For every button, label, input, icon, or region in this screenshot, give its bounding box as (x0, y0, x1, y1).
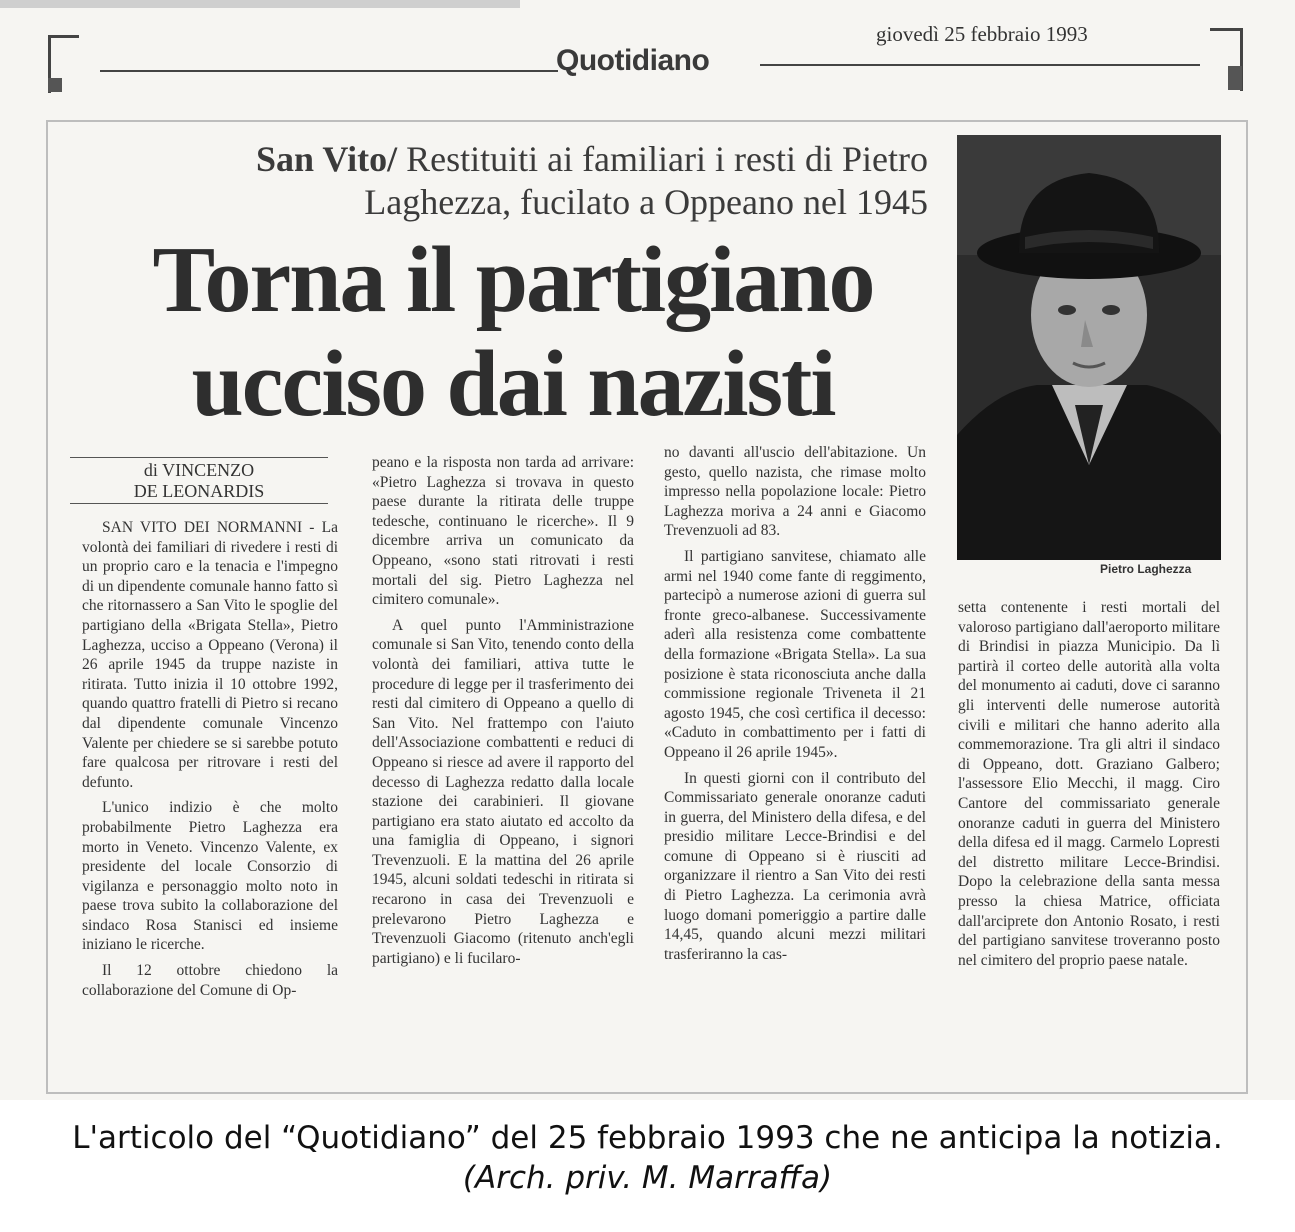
paragraph: peano e la risposta non tarda ad arrivare: «Pietro Laghezza si trovava in questo paese durante la ritirata delle truppe tedesche, continuano le ricerche». Il 9 dicembre arriva un comunicato da Oppeano, «sono stati ritrovati i resti mortali del sig. Pietro Laghezza nel cimitero comunale». (372, 454, 634, 609)
article-kicker (128, 138, 928, 224)
scan-edge (0, 0, 520, 8)
headline-line-1: Torna il partigiano (152, 228, 874, 332)
article-column-4 (958, 598, 1220, 976)
registration-mark-left (48, 78, 62, 92)
figure-caption (0, 1118, 1295, 1198)
byline-line-2: DE LEONARDIS (133, 481, 265, 501)
newspaper-masthead: Quotidiano (556, 44, 710, 77)
paragraph: SAN VITO DEI NORMANNI - La volontà dei familiari di rivedere i resti di un proprio caro e la tenacia e l'impegno di un dipendente comunale hanno fatto sì che ritornassero a San Vito le spoglie del partigiano della «Brigata Stella», Pietro Laghezza, ucciso a Oppeano (Verona) il 26 aprile 1945 da truppe naziste in ritirata. Tutto inizia il 10 ottobre 1992, quando quattro fratelli di Pietro si recano dal dipendente comunale Vincenzo Valente per chiedere se si sarebbe potuto fare qualcosa per ritrovare i resti del defunto. (82, 519, 338, 791)
paragraph: Il partigiano sanvitese, chiamato alle armi nel 1940 come fante di reggimento, partecipò a numerose azioni di guerra sul fronte greco-albanese. Successivamente aderì alla resistenza come combattente della formazione «Brigata Stella». La sua posizione è stata riconosciuta anche dalla commissione regionale Triveneta il 21 agosto 1945, che così certifica il decesso: «Caduto in combattimento per i fatti di Oppeano il 26 aprile 1945». (664, 547, 926, 761)
portrait-illustration (957, 135, 1221, 560)
portrait-photo (957, 135, 1221, 560)
paragraph: no davanti all'uscio dell'abitazione. Un gesto, quello nazista, che rimase molto impresso nella popolazione locale: Pietro Laghezza moriva a 24 anni e Giacomo Trevenzuoli ad 83. (664, 444, 926, 540)
caption-line-1: L'articolo del “Quotidiano” del 25 febbraio 1993 che ne anticipa la notizia. (72, 1120, 1223, 1156)
byline-rule-bottom (70, 503, 328, 504)
kicker-place: San Vito/ (256, 139, 398, 179)
kicker-line-2: Laghezza, fucilato a Oppeano nel 1945 (364, 182, 928, 222)
masthead-rule-left (100, 70, 558, 72)
kicker-line-1: Restituiti ai familiari i resti di Pietro (406, 139, 928, 179)
article-column-3 (664, 443, 926, 970)
headline-line-2: ucciso dai nazisti (191, 332, 835, 436)
paragraph: L'unico indizio è che molto probabilmente Pietro Laghezza era morto in Veneto. Vincenzo Valente, ex presidente del locale Consorzio di vigilanza e personaggio molto noto in paese trova subito la collaborazione del sindaco Rosa Stanisci ed insieme iniziano le ricerche. (82, 799, 338, 954)
newspaper-date: giovedì 25 febbraio 1993 (876, 22, 1088, 46)
photo-caption: Pietro Laghezza (1100, 562, 1192, 576)
paragraph: In questi giorni con il contributo del Commissariato generale onoranze caduti in guerra, del Ministero della difesa, e del presidio militare Lecce-Brindisi e del comune di Oppeano si è riusciti ad organizzare il rientro a San Vito dei resti di Pietro Laghezza. La cerimonia avrà luogo domani pomeriggio a partire dalle 14,45, quando alcuni mezzi militari trasferiranno la cas- (664, 769, 926, 963)
article-column-2 (372, 453, 634, 974)
article-column-1 (82, 518, 338, 1006)
masthead-rule-right (760, 64, 1200, 66)
byline-rule-top (70, 457, 328, 458)
caption-credit: (Arch. priv. M. Marraffa) (462, 1160, 833, 1196)
paragraph: Il 12 ottobre chiedono la collaborazione del Comune di Op- (82, 962, 338, 999)
article-byline (70, 460, 328, 502)
paragraph: setta contenente i resti mortali del valoroso partigiano dall'aeroporto militare di Brindisi in piazza Municipio. Da lì partirà il corteo delle autorità alla volta del monumento ai caduti, dove ci saranno gli interventi delle numerose autorità civili e militari che hanno aderito alla commemorazione. Tra gli altri il sindaco di Oppeano, dott. Graziano Galbero; l'assessore Elio Mecchi, il magg. Ciro Cantore del commissariato generale onoranze caduti in guerra del Ministero della difesa ed il magg. Carmelo Lopresti del distretto militare Lecce-Brindisi. Dopo la celebrazione della santa messa presso la chiesa Matrice, officiata dall'arciprete don Antonio Rosato, i resti del partigiano sanvitese troveranno posto nel cimitero del proprio paese natale. (958, 599, 1220, 969)
registration-mark-right (1228, 66, 1242, 90)
byline-line-1: di VINCENZO (143, 460, 255, 480)
paragraph: A quel punto l'Amministrazione comunale si San Vito, tenendo conto della volontà dei familiari, attiva tutte le procedure di legge per il trasferimento dei resti dal cimitero di Oppeano a quello di San Vito. Nel frattempo con l'aiuto dell'Associazione combattenti e reduci di Oppeano si riesce ad avere il rapporto del decesso di Laghezza redatto dalla locale stazione dei carabinieri. Il giovane partigiano era stato aiutato ed accolto da una famiglia di Oppeano, i signori Trevenzuoli. E la mattina del 26 aprile 1945, alcuni soldati tedeschi in ritirata si recarono in casa dei Trevenzuoli e prelevarono Pietro Laghezza e Trevenzuoli Giacomo (ritenuto anch'egli partigiano) e li fucilaro- (372, 616, 634, 967)
article-headline (98, 228, 928, 436)
